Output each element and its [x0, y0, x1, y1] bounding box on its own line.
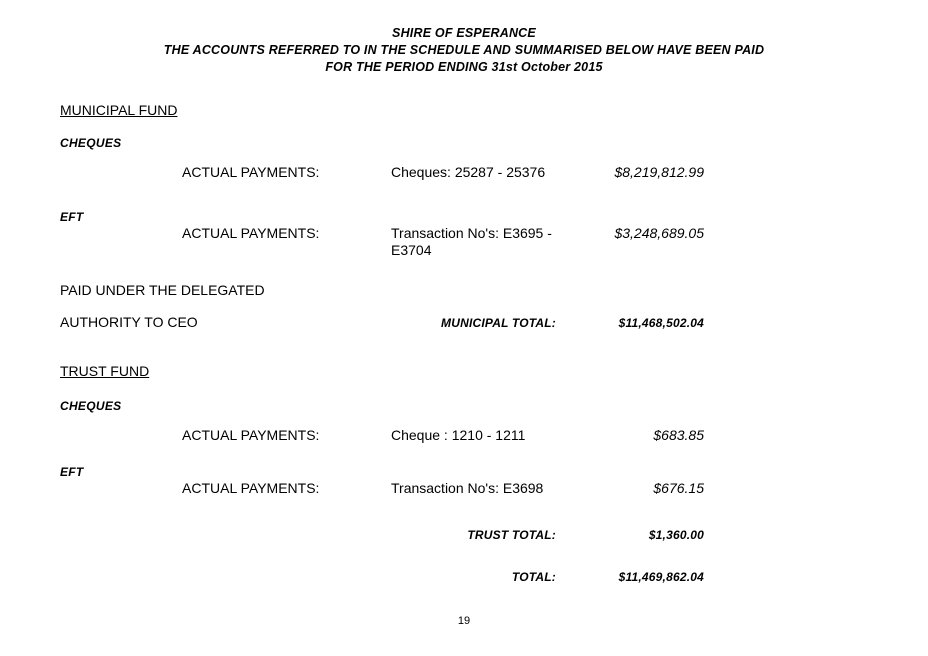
municipal-cheques-amount: $8,219,812.99 — [614, 164, 704, 180]
trust-cheques-range: Cheque : 1210 - 1211 — [391, 427, 526, 443]
trust-eft-range: Transaction No's: E3698 — [391, 480, 544, 496]
municipal-eft-payments-label: ACTUAL PAYMENTS: — [182, 225, 320, 241]
trust-cheques-payments-label: ACTUAL PAYMENTS: — [182, 427, 320, 443]
trust-cheques-amount: $683.85 — [653, 427, 704, 443]
doc-period: FOR THE PERIOD ENDING 31st October 2015 — [325, 60, 603, 74]
doc-subtitle: THE ACCOUNTS REFERRED TO IN THE SCHEDULE AND SUMMARISED BELOW HAVE BEEN PAID — [163, 43, 765, 57]
trust-total-value: $1,360.00 — [648, 528, 704, 542]
grand-total-label: TOTAL: — [511, 570, 556, 584]
municipal-eft-amount: $3,248,689.05 — [614, 225, 704, 241]
delegated-authority-line1: PAID UNDER THE DELEGATED — [60, 282, 265, 298]
doc-title: SHIRE OF ESPERANCE — [392, 26, 536, 40]
municipal-eft-label: EFT — [60, 210, 84, 224]
page-number: 19 — [457, 615, 471, 627]
trust-fund-heading: TRUST FUND — [60, 363, 150, 379]
municipal-eft-range-line2: E3704 — [391, 242, 432, 258]
trust-eft-label: EFT — [60, 465, 84, 479]
trust-eft-amount: $676.15 — [653, 480, 704, 496]
trust-eft-payments-label: ACTUAL PAYMENTS: — [182, 480, 320, 496]
delegated-authority-line2: AUTHORITY TO CEO — [60, 314, 198, 330]
trust-total-label: TRUST TOTAL: — [467, 528, 556, 542]
trust-cheques-label: CHEQUES — [60, 399, 122, 413]
municipal-fund-heading: MUNICIPAL FUND — [60, 102, 178, 118]
municipal-total-value: $11,468,502.04 — [618, 316, 704, 330]
municipal-cheques-label: CHEQUES — [60, 136, 122, 150]
municipal-cheques-range: Cheques: 25287 - 25376 — [391, 164, 546, 180]
grand-total-value: $11,469,862.04 — [618, 570, 704, 584]
municipal-eft-range-line1: Transaction No's: E3695 - — [391, 225, 552, 241]
municipal-cheques-payments-label: ACTUAL PAYMENTS: — [182, 164, 320, 180]
municipal-total-label: MUNICIPAL TOTAL: — [441, 316, 556, 330]
